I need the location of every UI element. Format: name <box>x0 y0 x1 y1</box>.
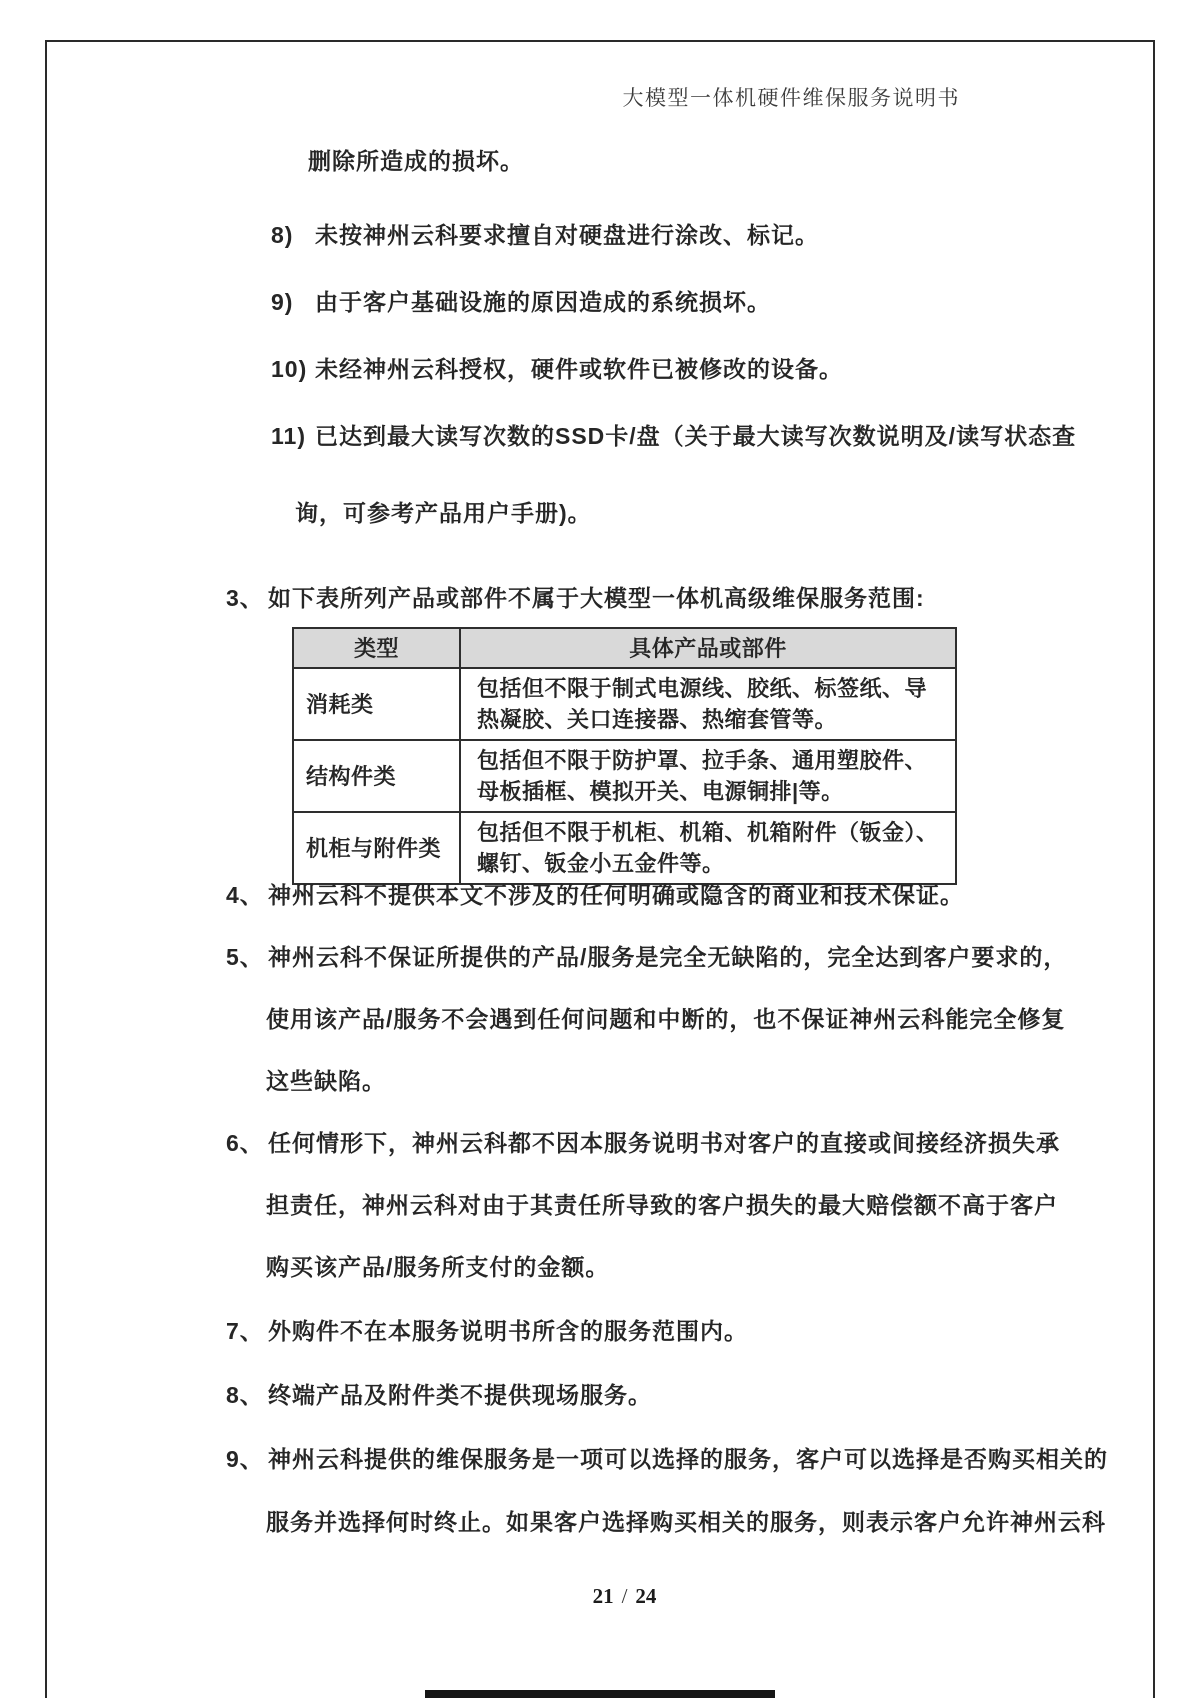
list-number: 3、 <box>226 585 264 611</box>
current-page: 21 <box>592 1584 614 1608</box>
table-cell-category: 消耗类 <box>293 668 460 740</box>
table-cell-description: 包括但不限于机柜、机箱、机箱附件（钣金）、螺钉、钣金小五金件等。 <box>460 812 956 884</box>
sub-list-item-8 <box>271 220 819 250</box>
list-number: 6、 <box>226 1130 264 1156</box>
sub-list-item-10 <box>271 354 843 384</box>
list-item-7-continuation: 删除所造成的损坏。 <box>308 148 524 174</box>
list-item-6-line-1 <box>226 1128 1060 1158</box>
page-number <box>292 1584 957 1609</box>
table-header-type: 类型 <box>293 628 460 668</box>
list-text: 神州云科提供的维保服务是一项可以选择的服务，客户可以选择是否购买相关的 <box>268 1446 1108 1472</box>
list-number: 11) <box>271 423 306 449</box>
list-number: 9、 <box>226 1446 264 1472</box>
list-text: 如下表所列产品或部件不属于大模型一体机高级维保服务范围: <box>268 585 925 611</box>
list-number: 8) <box>271 222 294 248</box>
exclusion-table <box>292 627 957 885</box>
bottom-edge-artifact <box>425 1690 775 1698</box>
list-number: 10) <box>271 356 308 382</box>
list-item-7 <box>226 1316 748 1346</box>
list-item-8 <box>226 1380 652 1410</box>
page-header-title: 大模型一体机硬件维保服务说明书 <box>622 86 960 110</box>
table-row <box>293 740 956 812</box>
sub-list-item-9 <box>271 287 771 317</box>
sub-list-item-11-line-1 <box>271 421 1076 451</box>
table-cell-description: 包括但不限于防护罩、拉手条、通用塑胶件、母板插框、模拟开关、电源铜排|等。 <box>460 740 956 812</box>
list-number: 4、 <box>226 882 264 908</box>
table-cell-description: 包括但不限于制式电源线、胶纸、标签纸、导热凝胶、关口连接器、热缩套管等。 <box>460 668 956 740</box>
list-text: 外购件不在本服务说明书所含的服务范围内。 <box>268 1318 748 1344</box>
list-number: 9) <box>271 289 294 315</box>
table-row <box>293 668 956 740</box>
table-cell-category: 结构件类 <box>293 740 460 812</box>
list-number: 7、 <box>226 1318 264 1344</box>
list-item-9-line-1 <box>226 1444 1108 1474</box>
list-text: 未按神州云科要求擅自对硬盘进行涂改、标记。 <box>315 222 819 248</box>
list-number: 8、 <box>226 1382 264 1408</box>
list-text: 神州云科不提供本文不涉及的任何明确或隐含的商业和技术保证。 <box>268 882 964 908</box>
list-item-5-line-3: 这些缺陷。 <box>266 1068 386 1094</box>
list-number: 5、 <box>226 944 264 970</box>
sub-list-item-11-line-2: 询，可参考产品用户手册)。 <box>295 500 592 526</box>
list-item-3 <box>226 583 925 613</box>
table-cell-category: 机柜与附件类 <box>293 812 460 884</box>
list-text: 任何情形下，神州云科都不因本服务说明书对客户的直接或间接经济损失承 <box>268 1130 1060 1156</box>
page-separator: / <box>621 1584 628 1608</box>
table-row <box>293 812 956 884</box>
list-item-5-line-1 <box>226 942 1067 972</box>
list-text: 终端产品及附件类不提供现场服务。 <box>268 1382 652 1408</box>
list-item-6-line-3: 购买该产品/服务所支付的金额。 <box>266 1254 610 1280</box>
list-text: 未经神州云科授权，硬件或软件已被修改的设备。 <box>315 356 843 382</box>
list-item-6-line-2: 担责任，神州云科对由于其责任所导致的客户损失的最大赔偿额不高于客户 <box>266 1192 1058 1218</box>
list-text: 已达到最大读写次数的SSD卡/盘（关于最大读写次数说明及/读写状态查 <box>315 423 1077 449</box>
table-header-products: 具体产品或部件 <box>460 628 956 668</box>
list-item-4 <box>226 880 964 910</box>
total-pages: 24 <box>635 1584 657 1608</box>
table-header-row <box>293 628 956 668</box>
list-text: 由于客户基础设施的原因造成的系统损坏。 <box>315 289 771 315</box>
list-item-5-line-2: 使用该产品/服务不会遇到任何问题和中断的，也不保证神州云科能完全修复 <box>266 1006 1066 1032</box>
list-item-9-line-2: 服务并选择何时终止。如果客户选择购买相关的服务，则表示客户允许神州云科 <box>266 1509 1106 1535</box>
list-text: 神州云科不保证所提供的产品/服务是完全无缺陷的，完全达到客户要求的， <box>268 944 1068 970</box>
